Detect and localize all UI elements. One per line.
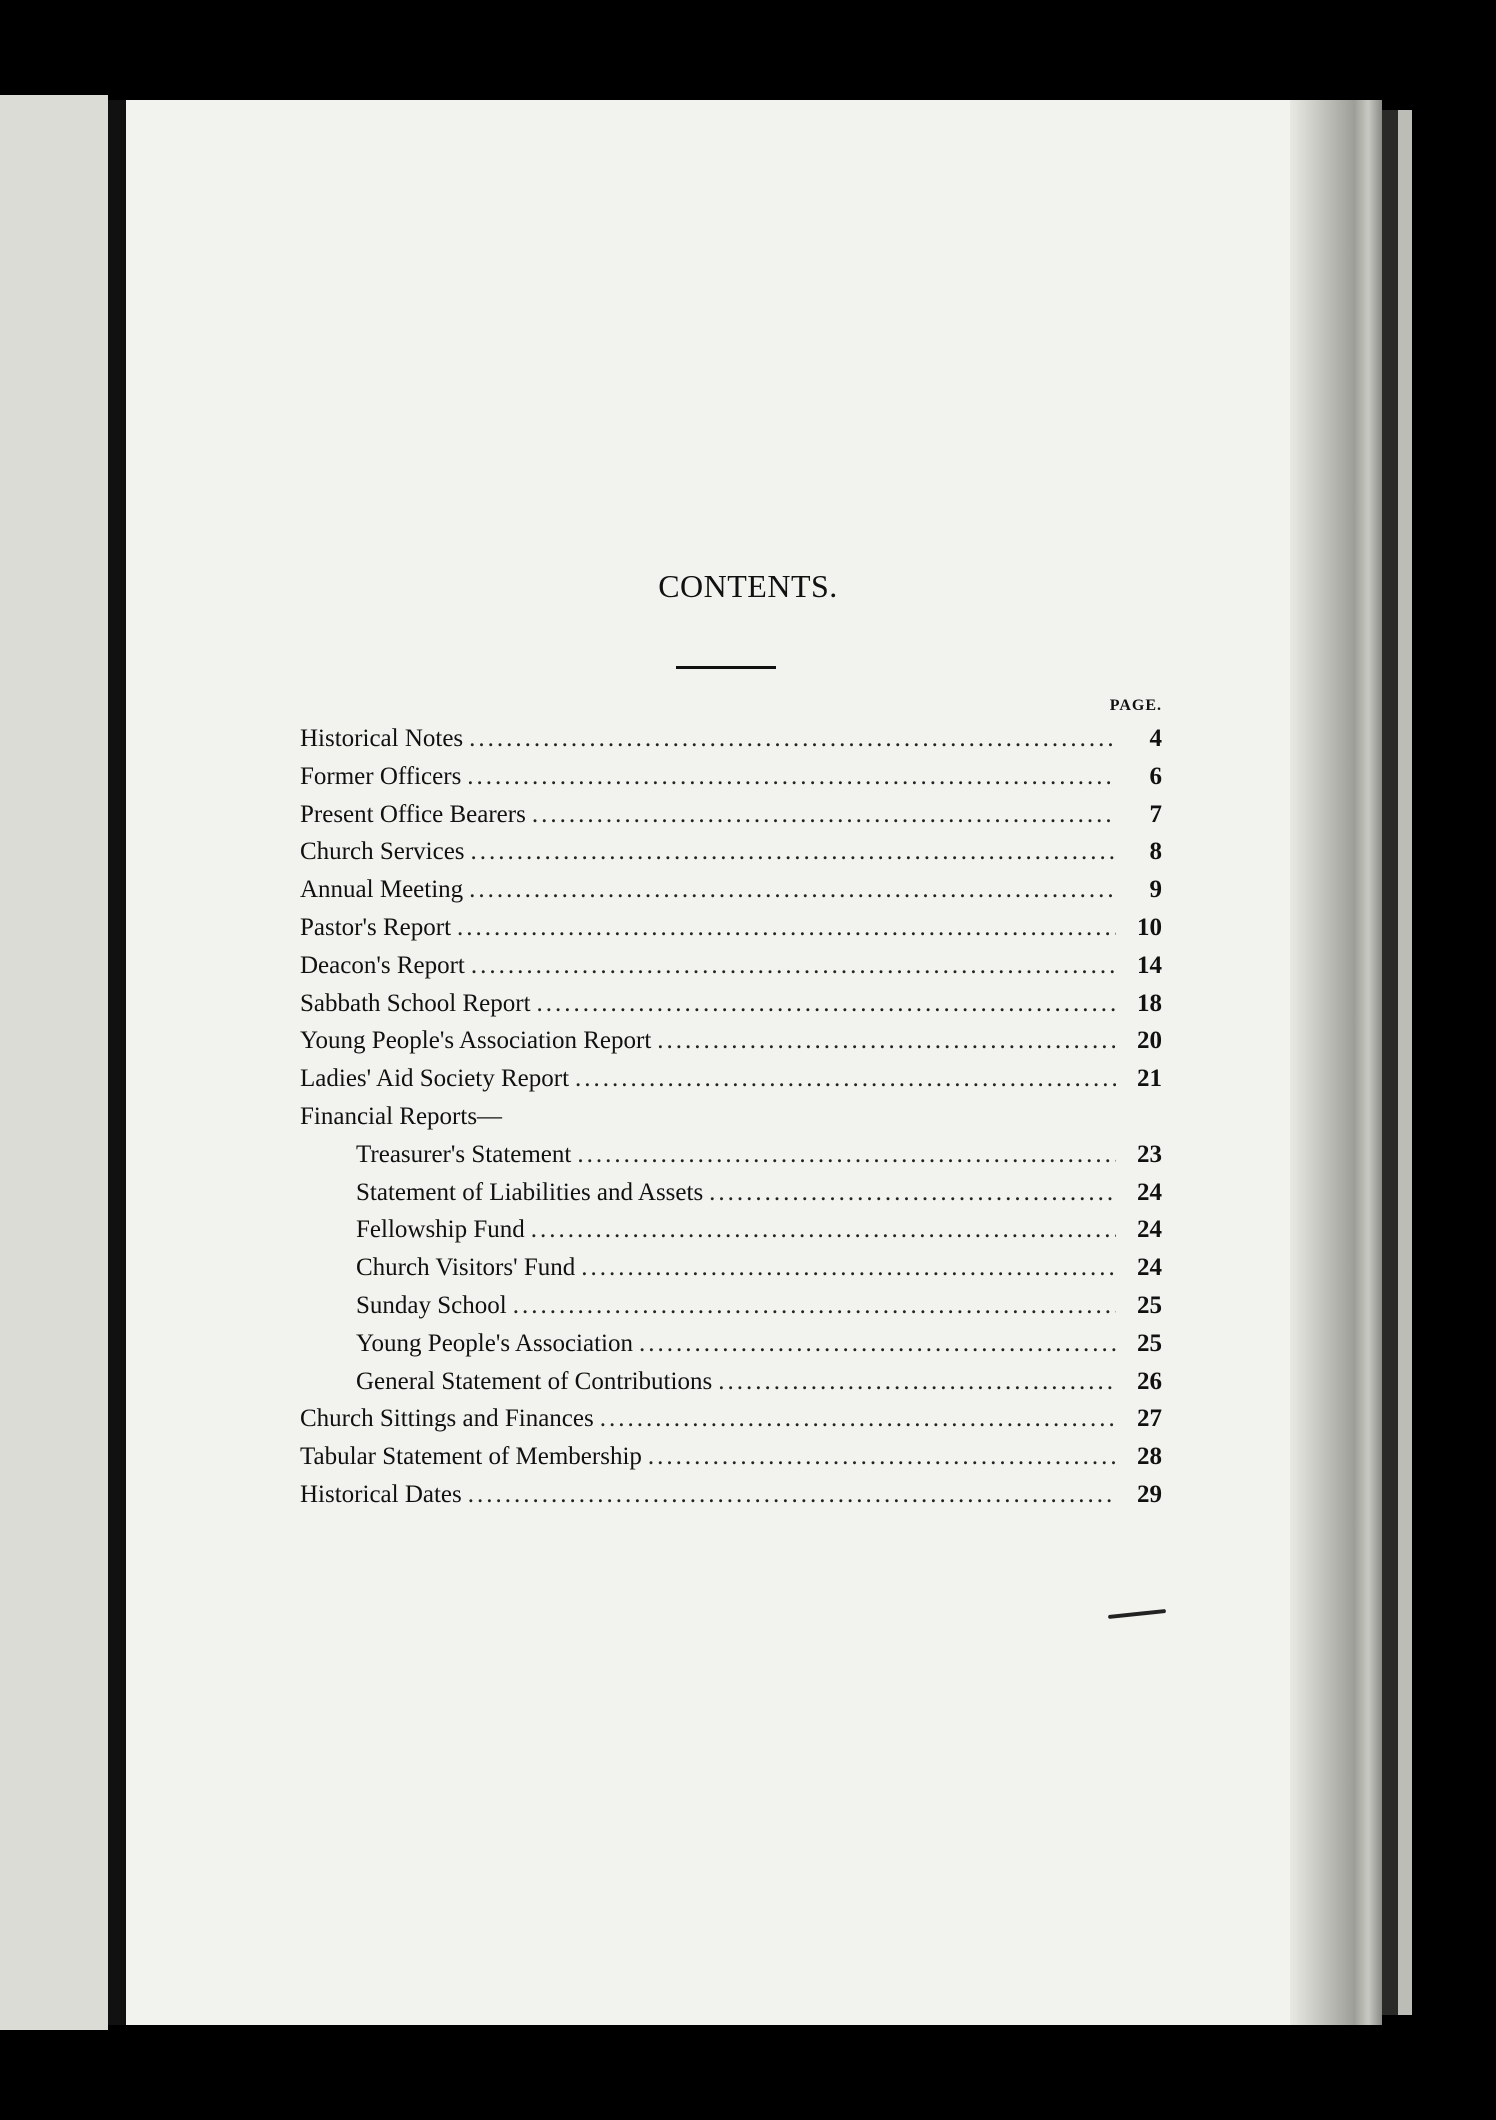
dot-leader — [471, 947, 1116, 985]
table-of-contents — [300, 720, 1162, 1514]
toc-entry-page: 26 — [1137, 1367, 1162, 1395]
dot-leader — [537, 985, 1116, 1023]
toc-section-heading — [300, 1098, 1162, 1136]
dot-leader — [575, 1060, 1116, 1098]
toc-entry-label: Sabbath School Report — [300, 989, 531, 1017]
toc-entry — [300, 1400, 1162, 1438]
toc-entry — [300, 1438, 1162, 1476]
toc-entry-page: 4 — [1149, 725, 1162, 752]
toc-entry-label: Deacon's Report — [300, 951, 465, 979]
toc-entry-page: 7 — [1149, 800, 1162, 828]
toc-entry-label: Ladies' Aid Society Report — [300, 1065, 570, 1093]
dot-leader — [532, 796, 1116, 834]
dot-leader — [581, 1249, 1116, 1287]
toc-entry-page: 10 — [1137, 913, 1162, 941]
toc-entry — [300, 985, 1162, 1023]
toc-subentry — [300, 1136, 1162, 1174]
facing-page-edge — [0, 95, 108, 2030]
toc-entry-label: Historical Notes — [300, 725, 464, 752]
toc-entry-page: 6 — [1149, 762, 1162, 790]
book-gutter — [108, 100, 126, 2025]
toc-entry-page: 23 — [1137, 1140, 1162, 1168]
dot-leader — [709, 1174, 1116, 1212]
toc-entry — [300, 796, 1162, 834]
toc-entry-page: 29 — [1137, 1480, 1162, 1508]
toc-entry — [300, 720, 1162, 758]
toc-entry-page: 18 — [1137, 989, 1162, 1017]
page-column-heading: PAGE. — [1109, 697, 1162, 714]
toc-entry — [300, 758, 1162, 796]
toc-entry-page: 20 — [1137, 1027, 1162, 1055]
toc-entry-page: 28 — [1137, 1443, 1162, 1471]
toc-entry-label: General Statement of Contributions — [356, 1367, 713, 1395]
toc-entry-label: Statement of Liabilities and Assets — [356, 1178, 704, 1206]
toc-entry-page: 24 — [1137, 1254, 1162, 1282]
page-title: CONTENTS. — [658, 568, 838, 604]
dot-leader — [468, 1476, 1116, 1514]
toc-entry-label: Annual Meeting — [300, 876, 464, 904]
toc-entry-label: Present Office Bearers — [300, 800, 526, 828]
toc-entry-label: Church Sittings and Finances — [300, 1405, 594, 1433]
toc-entry — [300, 909, 1162, 947]
toc-subentry — [300, 1174, 1162, 1212]
toc-entry-label: Church Visitors' Fund — [356, 1254, 576, 1282]
toc-entry-page: 24 — [1137, 1216, 1162, 1244]
dot-leader — [471, 833, 1116, 871]
toc-entry-page: 21 — [1137, 1065, 1162, 1093]
toc-entry-page: 14 — [1137, 951, 1162, 979]
toc-entry — [300, 833, 1162, 871]
toc-subentry — [300, 1249, 1162, 1287]
toc-entry — [300, 1060, 1162, 1098]
toc-entry-page: 25 — [1137, 1291, 1162, 1319]
toc-entry-page: 24 — [1137, 1178, 1162, 1206]
toc-subentry — [300, 1325, 1162, 1363]
dot-leader — [600, 1400, 1116, 1438]
toc-entry-label: Pastor's Report — [300, 913, 452, 941]
toc-section-label: Financial Reports— — [300, 1102, 503, 1130]
toc-entry-label: Tabular Statement of Membership — [300, 1443, 642, 1471]
dot-leader — [577, 1136, 1116, 1174]
toc-entry-label: Historical Dates — [300, 1480, 462, 1508]
toc-entry-label: Young People's Association — [356, 1329, 633, 1357]
toc-entry — [300, 947, 1162, 985]
toc-subentry — [300, 1211, 1162, 1249]
dot-leader — [531, 1211, 1116, 1249]
cover-edge — [1382, 110, 1398, 2015]
toc-entry-page: 27 — [1137, 1405, 1162, 1433]
dot-leader — [648, 1438, 1116, 1476]
toc-entry-label: Young People's Association Report — [300, 1027, 652, 1055]
dot-leader — [469, 871, 1116, 909]
toc-entry — [300, 1022, 1162, 1060]
toc-entry — [300, 871, 1162, 909]
toc-subentry — [300, 1287, 1162, 1325]
dot-leader — [469, 720, 1116, 758]
dot-leader — [639, 1325, 1116, 1363]
toc-entry-label: Fellowship Fund — [356, 1216, 525, 1244]
dot-leader — [457, 909, 1116, 947]
dot-leader — [513, 1287, 1116, 1325]
dot-leader — [657, 1022, 1116, 1060]
dot-leader — [718, 1363, 1116, 1401]
cover-outer-edge — [1398, 110, 1412, 2015]
toc-entry-page: 25 — [1137, 1329, 1162, 1357]
toc-entry-page: 9 — [1149, 876, 1162, 904]
toc-entry-label: Church Services — [300, 838, 465, 866]
toc-entry-label: Treasurer's Statement — [356, 1140, 572, 1168]
dot-leader — [467, 758, 1116, 796]
toc-entry — [300, 1476, 1162, 1514]
title-rule — [676, 666, 776, 669]
toc-entry-label: Sunday School — [356, 1291, 507, 1319]
toc-subentry — [300, 1363, 1162, 1401]
toc-entry-page: 8 — [1149, 838, 1162, 866]
toc-entry-label: Former Officers — [300, 762, 462, 790]
page-edges — [1290, 100, 1382, 2025]
